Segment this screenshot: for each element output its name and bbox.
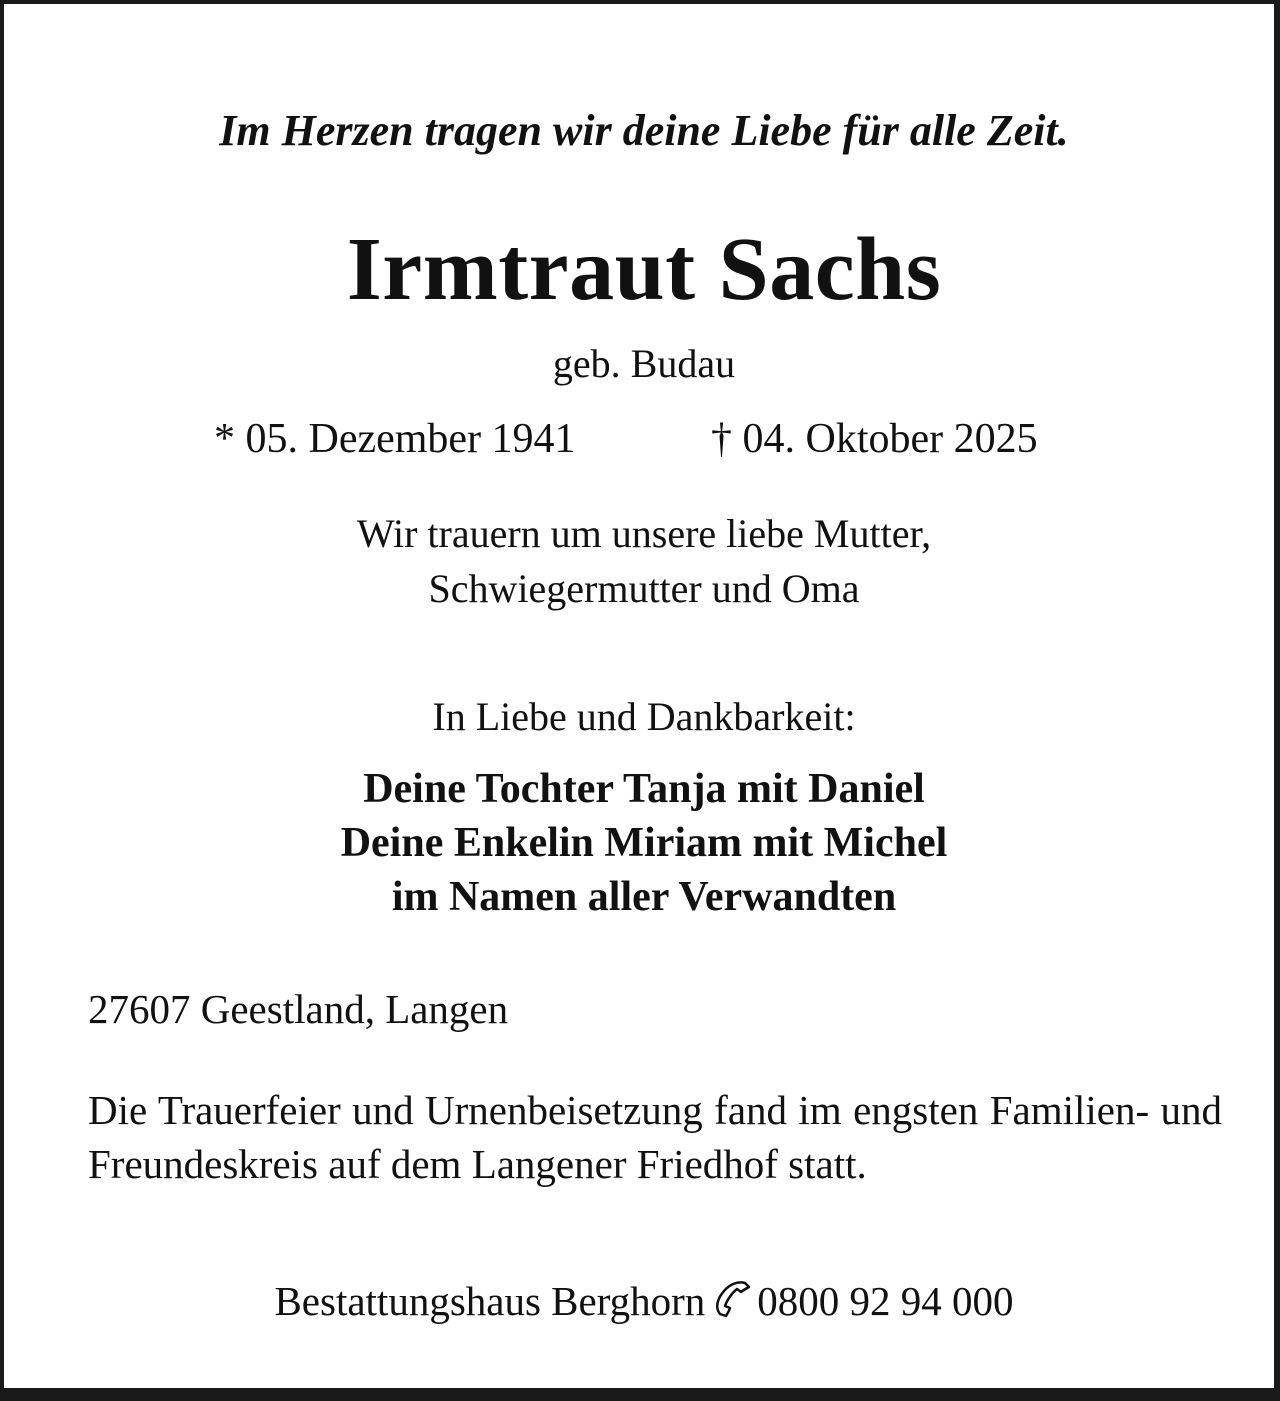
- motto: Im Herzen tragen wir deine Liebe für alle Zeit.: [219, 106, 1069, 155]
- death-date: † 04. Oktober 2025: [711, 416, 1038, 462]
- thanks-line: In Liebe und Dankbarkeit:: [432, 694, 856, 739]
- deceased-name: Irmtraut Sachs: [346, 220, 942, 319]
- funeral-note: Die Trauerfeier und Urnenbeisetzung fand im engsten Familien- und Freundeskreis auf dem Langener Friedhof statt.: [88, 1087, 1222, 1187]
- mourning-line-1: Wir trauern um unsere liebe Mutter,: [356, 511, 932, 556]
- undertaker-phone: 0800 92 94 000: [757, 1278, 1014, 1324]
- birth-date: * 05. Dezember 1941: [214, 416, 576, 462]
- maiden-name: geb. Budau: [552, 341, 736, 386]
- family-line-1: Deine Tochter Tanja mit Daniel: [363, 766, 925, 812]
- family-line-3: im Namen aller Verwandten: [391, 874, 897, 920]
- mourning-line-2: Schwiegermutter und Oma: [428, 566, 860, 611]
- phone-icon: [711, 1279, 755, 1321]
- address: 27607 Geestland, Langen: [88, 986, 509, 1032]
- undertaker-contact: [4, 1277, 1280, 1325]
- family-line-2: Deine Enkelin Miriam mit Michel: [340, 820, 948, 866]
- undertaker-name: Bestattungshaus Berghorn: [274, 1278, 706, 1324]
